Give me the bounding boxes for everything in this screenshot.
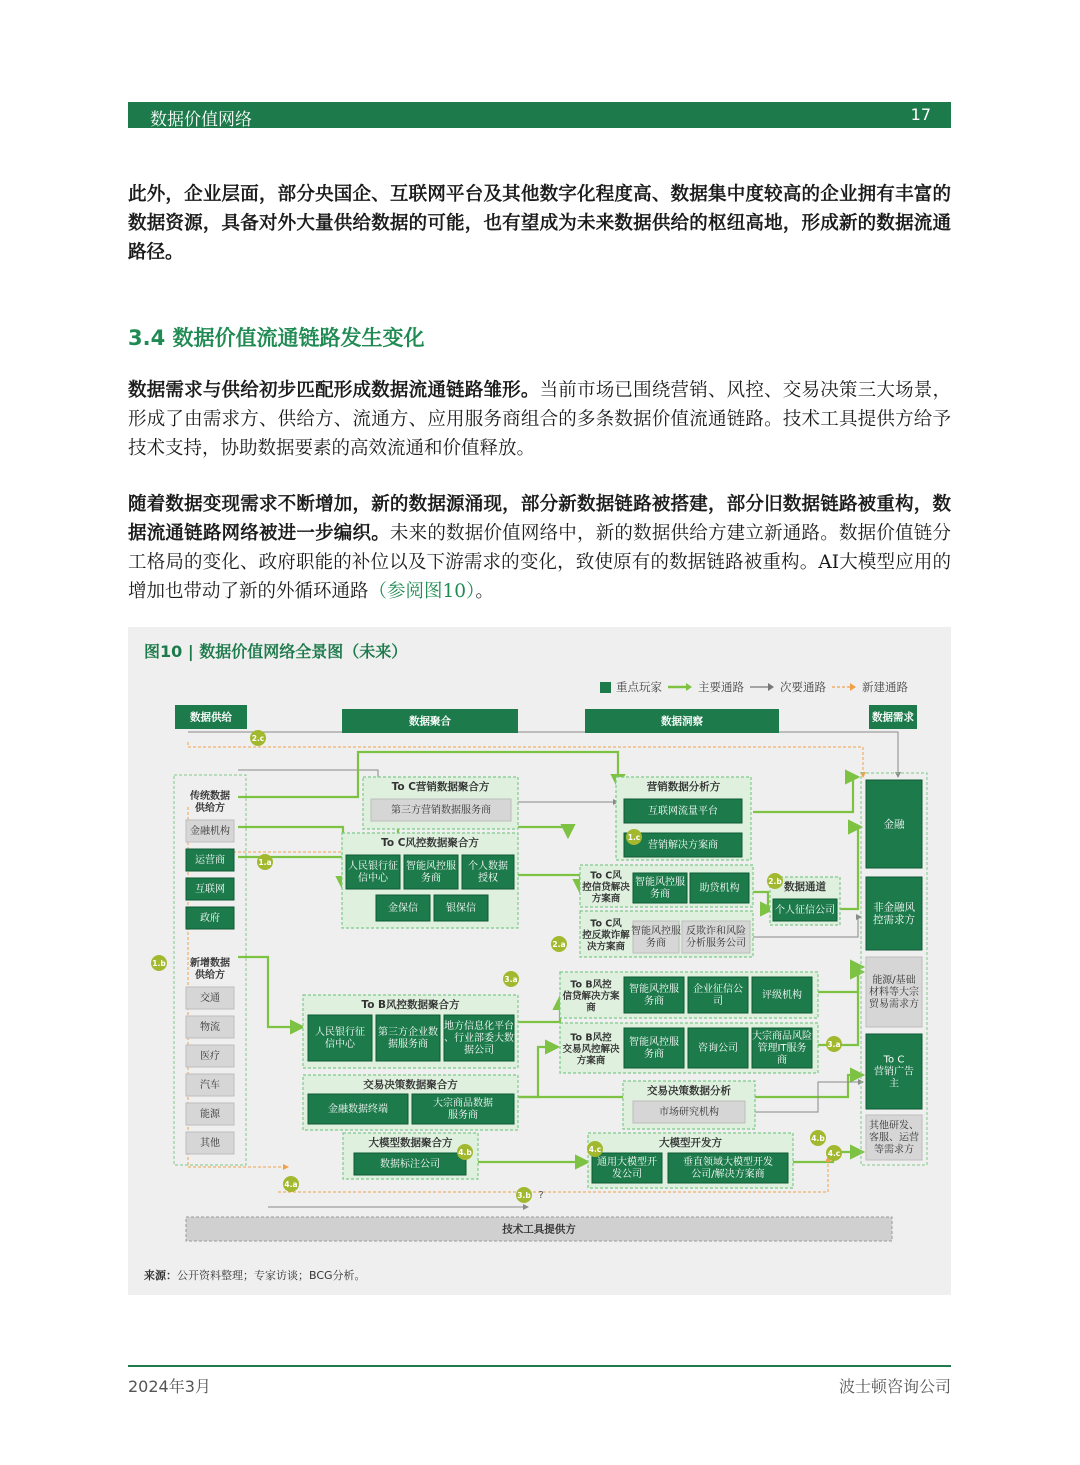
supply-new-5-label: 其他 — [200, 1138, 220, 1149]
llm-dev-1-label: 垂直领域大模型开发公司/解决方案商 — [683, 1157, 773, 1180]
tc-fraud-title: To C风控反欺诈解决方案商 — [582, 918, 630, 953]
legend-secondary-path: 次要通路 — [780, 680, 826, 694]
source-text: 公开资料整理；专家访谈；BCG分析。 — [177, 1269, 366, 1282]
tb-risk-1-box — [376, 1015, 440, 1061]
line-tcrisk-to-credit — [518, 875, 580, 892]
footer-date: 2024年3月 — [128, 1377, 211, 1396]
tb-credit-0-box — [624, 977, 684, 1013]
trade-analysis-0-label: 市场研究机构 — [659, 1107, 719, 1118]
paragraph-3-body: 未来的数据价值网络中，新的数据供给方建立新通路。数据价值链分工格局的变化、政府职能的补位以及下游需求的变化，致使原有的数据链路被重构。AI大模型应用的增加也带动了新的外循环通路 — [128, 523, 951, 602]
data-channel-title: 数据通道 — [784, 881, 826, 893]
col-demand-header-label: 数据需求 — [872, 711, 914, 724]
tb-trade-2-label: 大宗商品风险管理IT服务商 — [752, 1031, 812, 1066]
tc-mkt-0-label: 第三方营销数据服务商 — [391, 805, 491, 816]
llm-dev-title: 大模型开发方 — [659, 1137, 722, 1149]
paragraph-3-end: 。 — [475, 581, 494, 602]
figure-source — [144, 1267, 366, 1283]
llm-agg-0-label: 数据标注公司 — [380, 1159, 440, 1170]
tb-trade-title: To B风控交易风控解决方案商 — [562, 1032, 620, 1067]
line-new-to-tbrisk — [238, 957, 303, 1027]
badge-1a-text: 1.a — [258, 858, 272, 867]
badge-2a-text: 2.a — [552, 940, 566, 949]
tb-trade-1-label: 咨询公司 — [698, 1043, 738, 1054]
source-label: 来源： — [144, 1269, 177, 1282]
supply-new-3-label: 汽车 — [200, 1080, 220, 1091]
badge-4b-right-text: 4.b — [811, 1134, 825, 1143]
footer-rule — [128, 1365, 951, 1367]
data-channel-0-label: 个人征信公司 — [775, 905, 835, 916]
tc-mkt-title: To C营销数据聚合方 — [391, 781, 490, 793]
badge-2c-text: 2.c — [251, 734, 265, 743]
legend-new-path: 新建通路 — [862, 680, 908, 694]
page-header — [128, 102, 951, 128]
llm-dev-0-label: 通用大模型开发公司 — [597, 1157, 657, 1180]
trade-analysis-title: 交易决策数据分析 — [647, 1085, 731, 1097]
supply-traditional-title: 传统数据供给方 — [190, 791, 230, 814]
tb-credit-title: To B风控信贷解决方案商 — [562, 979, 620, 1014]
badge-3a-text: 3.a — [504, 975, 518, 984]
line-tbcredit-to-nonfin — [818, 967, 863, 992]
tb-risk-0-label: 人民银行征信中心 — [315, 1027, 365, 1050]
paragraph-3 — [128, 490, 951, 606]
supply-new-title: 新增数据供给方 — [190, 958, 230, 981]
badge-2b-text: 2.b — [768, 877, 782, 886]
supply-trad-3-label: 政府 — [200, 913, 220, 924]
paragraph-1: 此外，企业层面，部分央国企、互联网平台及其他数字化程度高、数据集中度较高的企业拥有丰富的数据资源，具备对外大量供给数据的可能，也有望成为未来数据供给的枢纽高地，形成新的数据流通路径。 — [128, 184, 951, 263]
line-tbrisk-to-tbcredit — [518, 997, 560, 1022]
tc-risk-1-label: 智能风控服务商 — [406, 861, 456, 884]
trade-agg-0-label: 金融数据终端 — [328, 1104, 388, 1115]
mkt-analysis-1-label: 营销解决方案商 — [648, 840, 718, 851]
paragraph-2-lead: 数据需求与供给初步匹配形成数据流通链路雏形。 — [128, 380, 540, 401]
tc-fraud-0-label: 智能风控服务商 — [631, 926, 681, 949]
legend-key-player: 重点玩家 — [616, 680, 662, 694]
line-channel-to-finance — [838, 827, 861, 909]
line-trade-to-tbtrade — [518, 1047, 558, 1097]
badge-1c-text: 1.c — [627, 833, 641, 842]
figure-10 — [128, 627, 951, 1295]
supply-new-0-label: 交通 — [200, 993, 220, 1004]
trade-agg-title: 交易决策数据聚合方 — [363, 1079, 458, 1091]
tc-risk-3-label: 金保信 — [388, 903, 418, 914]
question-mark: ? — [538, 1190, 544, 1201]
paragraph-3-lead: 随着数据变现需求不断增加，新的数据源涌现，部分新数据链路被搭建，部分旧数据链路被重构，数据流通链路网络被进一步编织。 — [128, 494, 951, 544]
supply-new-4-label: 能源 — [200, 1109, 220, 1120]
tb-risk-0-box — [308, 1015, 372, 1061]
demand-2-label: 能源/基础材料等大宗贸易需求方 — [869, 975, 919, 1010]
legend-main-path: 主要通路 — [698, 680, 744, 694]
demand-4-label: 其他研发、客服、运营等需求方 — [869, 1120, 919, 1156]
figure-reference-link[interactable]: （参阅图10） — [368, 581, 476, 602]
badge-4c-right-text: 4.c — [827, 1149, 841, 1158]
figure-title: 图10 | 数据价值网络全景图（未来） — [144, 642, 408, 661]
paragraph-2-body: 当前市场已围绕营销、风控、交易决策三大场景，形成了由需求方、供给方、流通方、应用服务商组合的多条数据价值流通链路。技术工具提供方给予技术支持，协助数据要素的高效流通和价值释放。 — [128, 380, 951, 459]
tc-risk-2-label: 个人数据授权 — [468, 861, 508, 884]
col-supply-header-label: 数据供给 — [190, 711, 232, 724]
trade-agg-1-label: 大宗商品数据服务商 — [433, 1098, 493, 1121]
page-number: 17 — [910, 105, 931, 124]
value-network-diagram — [128, 627, 951, 1295]
supply-trad-2-label: 互联网 — [195, 884, 225, 895]
llm-agg-title: 大模型数据聚合方 — [368, 1137, 453, 1149]
badge-4a-text: 4.a — [284, 1180, 298, 1189]
supply-trad-0-label: 金融机构 — [190, 826, 230, 837]
tb-trade-0-label: 智能风控服务商 — [629, 1037, 679, 1060]
tb-credit-2-label: 评级机构 — [762, 990, 802, 1001]
mkt-analysis-0-label: 互联网流量平台 — [648, 806, 718, 817]
tc-risk-4-label: 银保信 — [446, 903, 476, 914]
tc-risk-title: To C风控数据聚合方 — [381, 837, 479, 849]
paragraph-2 — [128, 376, 951, 463]
tb-credit-0-label: 智能风控服务商 — [629, 984, 679, 1007]
col-aggregation-header-label: 数据聚合 — [409, 715, 451, 728]
tb-risk-2-label: 地方信息化平台、行业部委大数据公司 — [444, 1021, 514, 1056]
header-title: 数据价值网络 — [150, 110, 252, 130]
line-2c — [188, 742, 863, 777]
badge-1b-text: 1.b — [152, 959, 166, 968]
tb-trade-0-box — [624, 1028, 684, 1068]
tb-risk-title: To B风控数据聚合方 — [361, 999, 460, 1011]
demand-1-label: 非金融风控需求方 — [873, 901, 915, 926]
section-title: 3.4 数据价值流通链路发生变化 — [128, 326, 425, 350]
tc-credit-title: To C风控信贷解决方案商 — [582, 870, 630, 905]
tc-credit-0-label: 智能风控服务商 — [635, 877, 685, 900]
mkt-analysis-title: 营销数据分析方 — [646, 781, 721, 793]
col-insight-header-label: 数据洞察 — [661, 715, 703, 728]
tb-risk-1-label: 第三方企业数据服务商 — [378, 1027, 438, 1050]
tc-credit-1-label: 助贷机构 — [699, 883, 740, 894]
supply-trad-1-label: 运营商 — [195, 855, 225, 866]
line-tbtrade-to-demand — [818, 972, 863, 1045]
tb-credit-1-box — [688, 977, 748, 1013]
badge-3b-text: 3.b — [517, 1191, 531, 1200]
badge-4c-text: 4.c — [588, 1145, 602, 1154]
demand-3-label: To C 营销广告主 — [874, 1054, 914, 1090]
line-mkt-to-finance — [753, 777, 858, 812]
badge-3a-right-text: 3.a — [827, 1040, 841, 1049]
supply-new-2-label: 医疗 — [200, 1051, 220, 1062]
supply-new-1-label: 物流 — [200, 1022, 220, 1033]
tc-fraud-1-label: 反欺诈和风险分析服务公司 — [686, 926, 746, 949]
badge-4b-text: 4.b — [458, 1148, 472, 1157]
demand-0-label: 金融 — [883, 818, 905, 831]
tech-bar-label: 技术工具提供方 — [502, 1223, 576, 1236]
tb-credit-1-label: 企业征信公司 — [693, 984, 743, 1007]
footer-org: 波士顿咨询公司 — [838, 1377, 951, 1396]
tc-risk-0-label: 人民银行征信中心 — [348, 861, 398, 884]
